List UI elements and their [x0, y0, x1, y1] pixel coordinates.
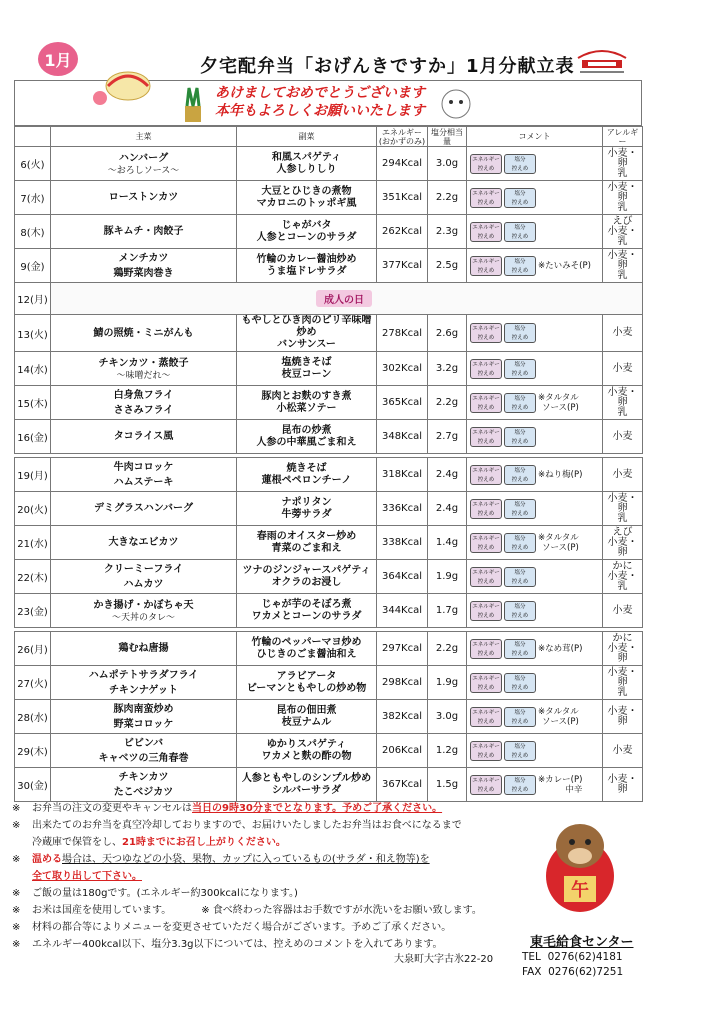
note-line: ※ ご飯の量は180gです。(エネルギー約300kcalになります。) — [12, 888, 298, 899]
main-dish-name: タコライス風 — [113, 431, 174, 442]
mascot-char: 午 — [571, 880, 589, 901]
energy-low-tag: エネルギー 控えめ — [470, 188, 502, 208]
row-allergy: 小麦 — [603, 352, 643, 386]
company-logo-icon — [574, 44, 630, 76]
address: 大泉町大字古氷22-20 — [394, 954, 494, 965]
salt-low-tag: 塩分 控えめ — [504, 533, 536, 553]
salt-low-tag: 塩分 控えめ — [504, 775, 536, 795]
main-dish-name: ローストンカツ — [108, 192, 179, 203]
table-row — [15, 666, 643, 700]
main-dish-name: チキンカツ たこべジカツ — [113, 771, 174, 798]
salt-low-tag: 塩分 控えめ — [504, 188, 536, 208]
row-allergy: 小麦 — [603, 594, 643, 628]
row-main-dish — [51, 594, 237, 628]
row-salt: 3.0g — [428, 147, 467, 181]
col-date — [15, 127, 51, 147]
note-line: ※ 温める場合は、天つゆなどの小袋、果物、カップに入っているもの(サラダ・和え物等)を — [12, 854, 430, 865]
center-name: 東毛給食センター — [530, 935, 634, 950]
energy-low-tag: エネルギー 控えめ — [470, 222, 502, 242]
row-allergy: 小麦・卵 乳 — [603, 181, 643, 215]
comment-note: ※タルタル ソース(P) — [538, 706, 579, 727]
main-dish-name: ビビンバ キャベツの三角春巻 — [98, 737, 189, 764]
row-main-dish — [51, 492, 237, 526]
row-allergy: 小麦 — [603, 420, 643, 454]
energy-low-tag: エネルギー 控えめ — [470, 533, 502, 553]
row-side-dish: ナポリタン 牛蒡サラダ — [237, 492, 377, 526]
fax-number: FAX 0276(62)7251 — [522, 966, 624, 978]
row-main-dish — [51, 420, 237, 454]
main-dish-name: 豚肉南蛮炒め 野菜コロッケ — [113, 703, 174, 730]
main-dish-name: かき揚げ・かぼちゃ天 — [93, 600, 194, 611]
row-comment — [467, 768, 603, 802]
note-line: ※ 出来たてのお弁当を真空冷却しておりますので、お届けいたしましたお弁当はお食べになるまで — [12, 820, 462, 831]
main-dish-sauce: ～おろしソース～ — [107, 166, 180, 176]
row-energy: 318Kcal — [377, 458, 428, 492]
comment-note: ※ねり梅(P) — [538, 469, 583, 480]
table-row — [15, 768, 643, 802]
horse-daruma-icon — [538, 806, 622, 916]
row-comment — [467, 458, 603, 492]
row-date: 23(金) — [15, 594, 51, 628]
row-side-dish: 和風スパゲティ 人参しりしり — [237, 147, 377, 181]
row-comment — [467, 666, 603, 700]
row-allergy: 小麦 — [603, 315, 643, 352]
row-main-dish — [51, 666, 237, 700]
row-energy: 364Kcal — [377, 560, 428, 594]
row-salt: 2.5g — [428, 249, 467, 283]
row-allergy: 小麦・卵 乳 — [603, 147, 643, 181]
row-salt: 1.5g — [428, 768, 467, 802]
row-date: 8(木) — [15, 215, 51, 249]
row-main-dish — [51, 734, 237, 768]
row-comment — [467, 560, 603, 594]
row-date: 29(木) — [15, 734, 51, 768]
row-date: 9(金) — [15, 249, 51, 283]
table-row — [15, 147, 643, 181]
row-main-dish — [51, 700, 237, 734]
note-text: 場合は、天つゆなどの小袋、果物、カップに入っているもの(サラダ・和え物等)を — [62, 854, 430, 865]
main-dish-name: ハンバーグ — [118, 153, 169, 164]
row-side-dish: 焼きそば 蓮根ペペロンチーノ — [237, 458, 377, 492]
greeting-line-1: あけましておめでとうございます — [215, 85, 425, 101]
row-side-dish: 昆布の炒煮 人参の中華風ごま和え — [237, 420, 377, 454]
table-row — [15, 632, 643, 666]
energy-low-tag: エネルギー 控えめ — [470, 567, 502, 587]
energy-low-tag: エネルギー 控えめ — [470, 639, 502, 659]
comment-note: ※カレー(P) 中辛 — [538, 774, 583, 795]
energy-low-tag: エネルギー 控えめ — [470, 154, 502, 174]
new-year-toy-icon — [88, 56, 168, 106]
row-main-dish — [51, 560, 237, 594]
row-salt: 2.7g — [428, 420, 467, 454]
row-allergy: かに 小麦・乳 — [603, 560, 643, 594]
energy-low-tag: エネルギー 控えめ — [470, 673, 502, 693]
contact-info — [522, 950, 623, 980]
main-dish-name: 豚キムチ・肉餃子 — [103, 226, 184, 237]
row-salt: 2.4g — [428, 458, 467, 492]
row-allergy: かに 小麦・卵 — [603, 632, 643, 666]
greeting-text — [215, 84, 425, 120]
row-energy: 351Kcal — [377, 181, 428, 215]
note-text: エネルギー400kcal以下、塩分3.3g以下については、控えめのコメントを入れてあります。 — [32, 939, 443, 950]
row-main-dish — [51, 315, 237, 352]
row-comment — [467, 526, 603, 560]
note-line: ※ お米は国産を使用しています。 ※ 食べ終わった容器はお手数ですが水洗いをお願い致します。 — [12, 905, 482, 916]
note-line: ※ 材料の都合等によりメニューを変更させていただく場合がございます。予めご了承ください。 — [12, 922, 452, 933]
row-salt: 2.3g — [428, 215, 467, 249]
note-text: ※ 食べ終わった容器はお手数ですが水洗いをお願い致します。 — [201, 905, 482, 916]
page-title: 夕宅配弁当「おげんきですか」1月分献立表 — [200, 56, 575, 77]
row-date: 7(水) — [15, 181, 51, 215]
row-energy: 344Kcal — [377, 594, 428, 628]
salt-low-tag: 塩分 控えめ — [504, 393, 536, 413]
energy-low-tag: エネルギー 控えめ — [470, 427, 502, 447]
row-side-dish: ツナのジンジャースパゲティ オクラのお浸し — [237, 560, 377, 594]
row-energy: 294Kcal — [377, 147, 428, 181]
row-salt: 1.9g — [428, 666, 467, 700]
row-allergy: 小麦・卵 乳 — [603, 386, 643, 420]
salt-low-tag: 塩分 控えめ — [504, 639, 536, 659]
energy-low-tag: エネルギー 控えめ — [470, 323, 502, 343]
table-row — [15, 594, 643, 628]
comment-note: ※たいみそ(P) — [538, 260, 591, 271]
main-dish-sauce: ～天丼のタレ～ — [111, 613, 175, 623]
row-side-dish: 人参ともやしのシンプル炒め シルバーサラダ — [237, 768, 377, 802]
row-side-dish: 昆布の佃田煮 枝豆ナムル — [237, 700, 377, 734]
salt-low-tag: 塩分 控えめ — [504, 567, 536, 587]
row-date: 15(木) — [15, 386, 51, 420]
row-date: 28(水) — [15, 700, 51, 734]
note-text: お米は国産を使用しています。 — [32, 905, 172, 916]
note-line: ※ お弁当の注文の変更やキャンセルは当日の9時30分までとなります。予めご了承ください。 — [12, 803, 443, 814]
row-salt: 1.4g — [428, 526, 467, 560]
row-salt: 2.2g — [428, 632, 467, 666]
row-main-dish — [51, 768, 237, 802]
row-date: 30(金) — [15, 768, 51, 802]
greeting-line-2: 本年もよろしくお願いいたします — [215, 103, 425, 119]
row-main-dish — [51, 352, 237, 386]
table-row — [15, 249, 643, 283]
table-row — [15, 352, 643, 386]
energy-low-tag: エネルギー 控えめ — [470, 359, 502, 379]
row-comment — [467, 315, 603, 352]
salt-low-tag: 塩分 控えめ — [504, 256, 536, 276]
note-line — [12, 834, 612, 851]
kadomatsu-icon — [175, 84, 211, 124]
row-salt: 1.2g — [428, 734, 467, 768]
main-dish-name: チキンカツ・蒸餃子 — [98, 358, 189, 369]
row-allergy: 小麦・卵 乳 — [603, 492, 643, 526]
table-row — [15, 315, 643, 352]
row-energy: 302Kcal — [377, 352, 428, 386]
row-energy: 298Kcal — [377, 666, 428, 700]
row-salt: 1.9g — [428, 560, 467, 594]
row-date: 22(木) — [15, 560, 51, 594]
row-side-dish: もやしとひき肉のピリ辛味噌炒め バンサンスー — [237, 315, 377, 352]
month-badge: 1月 — [38, 42, 78, 76]
energy-low-tag: エネルギー 控えめ — [470, 775, 502, 795]
row-energy: 348Kcal — [377, 420, 428, 454]
holiday-date: 12(月) — [15, 283, 51, 315]
menu-table — [14, 126, 643, 802]
row-allergy: えび 小麦・卵 — [603, 526, 643, 560]
row-date: 14(水) — [15, 352, 51, 386]
row-salt: 3.2g — [428, 352, 467, 386]
row-side-dish: じゃが芋のそぼろ煮 ワカメとコーンのサラダ — [237, 594, 377, 628]
footer-notes — [12, 800, 612, 953]
sheep-icon — [436, 84, 476, 124]
row-date: 6(火) — [15, 147, 51, 181]
energy-low-tag: エネルギー 控えめ — [470, 741, 502, 761]
row-comment — [467, 492, 603, 526]
energy-low-tag: エネルギー 控えめ — [470, 393, 502, 413]
row-salt: 3.0g — [428, 700, 467, 734]
row-main-dish — [51, 215, 237, 249]
row-allergy: 小麦・卵 乳 — [603, 249, 643, 283]
col-side: 副菜 — [237, 127, 377, 147]
row-date: 13(火) — [15, 315, 51, 352]
holiday-label: 成人の日 — [316, 290, 372, 307]
row-date: 19(月) — [15, 458, 51, 492]
row-side-dish: ゆかりスパゲティ ワカメと麩の酢の物 — [237, 734, 377, 768]
row-energy: 365Kcal — [377, 386, 428, 420]
row-date: 16(金) — [15, 420, 51, 454]
row-comment — [467, 147, 603, 181]
salt-low-tag: 塩分 控えめ — [504, 499, 536, 519]
row-energy: 336Kcal — [377, 492, 428, 526]
table-row — [15, 700, 643, 734]
note-line: ※ エネルギー400kcal以下、塩分3.3g以下については、控えめのコメントを入れてあります。 — [12, 939, 443, 950]
row-comment — [467, 249, 603, 283]
salt-low-tag: 塩分 控えめ — [504, 359, 536, 379]
note-text: 出来たてのお弁当を真空冷却しておりますので、お届けいたしましたお弁当はお食べになるまで — [32, 820, 462, 831]
row-comment — [467, 594, 603, 628]
main-dish-sauce: ～味噌だれ～ — [116, 371, 171, 381]
main-dish-name: デミグラスハンバーグ — [94, 503, 193, 514]
table-row — [15, 734, 643, 768]
row-side-dish: アラビアータ ピーマンともやしの炒め物 — [237, 666, 377, 700]
comment-note: ※タルタル ソース(P) — [538, 392, 579, 413]
row-comment — [467, 181, 603, 215]
comment-note: ※なめ茸(P) — [538, 643, 583, 654]
note-text: お弁当の注文の変更やキャンセルは — [32, 803, 192, 814]
row-comment — [467, 352, 603, 386]
row-allergy: 小麦 — [603, 734, 643, 768]
table-row — [15, 526, 643, 560]
row-salt: 2.4g — [428, 492, 467, 526]
note-emphasis: 21時までにお召し上がりください。 — [122, 837, 286, 848]
row-main-dish — [51, 526, 237, 560]
table-row — [15, 181, 643, 215]
row-date: 27(火) — [15, 666, 51, 700]
row-energy: 262Kcal — [377, 215, 428, 249]
main-dish-name: メンチカツ 鶏野菜肉巻き — [113, 252, 174, 279]
energy-low-tag: エネルギー 控えめ — [470, 601, 502, 621]
row-comment — [467, 734, 603, 768]
salt-low-tag: 塩分 控えめ — [504, 465, 536, 485]
row-side-dish: 塩焼きそば 枝豆コーン — [237, 352, 377, 386]
salt-low-tag: 塩分 控えめ — [504, 707, 536, 727]
row-comment — [467, 632, 603, 666]
row-energy: 206Kcal — [377, 734, 428, 768]
table-row — [15, 215, 643, 249]
row-main-dish — [51, 386, 237, 420]
row-main-dish — [51, 458, 237, 492]
salt-low-tag: 塩分 控えめ — [504, 601, 536, 621]
row-energy: 367Kcal — [377, 768, 428, 802]
note-emphasis: 当日の9時30分までとなります。予めご了承ください。 — [192, 803, 443, 814]
main-dish-name: クリーミーフライ ハムカツ — [103, 563, 184, 590]
salt-low-tag: 塩分 控えめ — [504, 741, 536, 761]
row-energy: 297Kcal — [377, 632, 428, 666]
row-side-dish: 竹輪のカレー醤油炒め うま塩ドレサラダ — [237, 249, 377, 283]
comment-note: ※タルタル ソース(P) — [538, 532, 579, 553]
row-comment — [467, 386, 603, 420]
note-emphasis: 全て取り出して下さい。 — [32, 871, 142, 882]
main-dish-name: ハムポテトサラダフライ チキンナゲット — [88, 669, 199, 696]
table-header-row — [15, 127, 643, 147]
row-salt: 1.7g — [428, 594, 467, 628]
row-side-dish: 竹輪のペッパーマヨ炒め ひじきのごま醤油和え — [237, 632, 377, 666]
salt-low-tag: 塩分 控えめ — [504, 222, 536, 242]
row-main-dish — [51, 181, 237, 215]
note-text: ご飯の量は180gです。(エネルギー約300kcalになります。) — [32, 888, 298, 899]
row-energy: 338Kcal — [377, 526, 428, 560]
row-allergy: 小麦 — [603, 458, 643, 492]
main-dish-name: 白身魚フライ ささみフライ — [113, 389, 174, 416]
col-main: 主菜 — [51, 127, 237, 147]
col-allergy: アレルギー — [603, 127, 643, 147]
row-side-dish: じゃがバタ 人参とコーンのサラダ — [237, 215, 377, 249]
main-dish-name: 鯖の照焼・ミニがんも — [93, 327, 194, 339]
note-text: 材料の都合等によりメニューを変更させていただく場合がございます。予めご了承ください。 — [32, 922, 452, 933]
main-dish-name: 大きなエビカツ — [108, 537, 179, 548]
row-allergy: 小麦・卵 乳 — [603, 666, 643, 700]
row-energy: 377Kcal — [377, 249, 428, 283]
main-dish-name: 鶏むね唐揚 — [118, 643, 169, 654]
row-allergy: 小麦・卵 — [603, 768, 643, 802]
row-main-dish — [51, 249, 237, 283]
salt-low-tag: 塩分 控えめ — [504, 323, 536, 343]
row-side-dish: 大豆とひじきの煮物 マカロニのトッポギ風 — [237, 181, 377, 215]
row-energy: 382Kcal — [377, 700, 428, 734]
energy-low-tag: エネルギー 控えめ — [470, 256, 502, 276]
col-salt: 塩分相当量 — [428, 127, 467, 147]
row-comment — [467, 700, 603, 734]
row-salt: 2.6g — [428, 315, 467, 352]
row-comment — [467, 420, 603, 454]
table-row — [15, 458, 643, 492]
row-salt: 2.2g — [428, 181, 467, 215]
row-main-dish — [51, 147, 237, 181]
salt-low-tag: 塩分 控えめ — [504, 427, 536, 447]
note-line — [12, 868, 612, 885]
row-side-dish: 豚肉とお麩のすき煮 小松菜ソテー — [237, 386, 377, 420]
table-row — [15, 420, 643, 454]
note-text: 冷蔵庫で保管をし、 — [32, 837, 122, 848]
table-row — [15, 386, 643, 420]
row-salt: 2.2g — [428, 386, 467, 420]
row-allergy: 小麦・卵 — [603, 700, 643, 734]
row-date: 21(水) — [15, 526, 51, 560]
row-energy: 278Kcal — [377, 315, 428, 352]
row-side-dish: 春雨のオイスター炒め 青菜のごま和え — [237, 526, 377, 560]
table-row — [15, 492, 643, 526]
energy-low-tag: エネルギー 控えめ — [470, 465, 502, 485]
row-main-dish — [51, 632, 237, 666]
row-allergy: えび 小麦・乳 — [603, 215, 643, 249]
energy-low-tag: エネルギー 控えめ — [470, 499, 502, 519]
salt-low-tag: 塩分 控えめ — [504, 154, 536, 174]
col-energy: エネルギー (おかずのみ) — [377, 127, 428, 147]
row-date: 20(火) — [15, 492, 51, 526]
row-date: 26(月) — [15, 632, 51, 666]
row-comment — [467, 215, 603, 249]
tel-number: TEL 0276(62)4181 — [522, 951, 623, 963]
table-row — [15, 560, 643, 594]
energy-low-tag: エネルギー 控えめ — [470, 707, 502, 727]
salt-low-tag: 塩分 控えめ — [504, 673, 536, 693]
note-emphasis: 温める — [32, 854, 62, 865]
main-dish-name: 牛肉コロッケ ハムステーキ — [113, 461, 174, 488]
col-comment: コメント — [467, 127, 603, 147]
